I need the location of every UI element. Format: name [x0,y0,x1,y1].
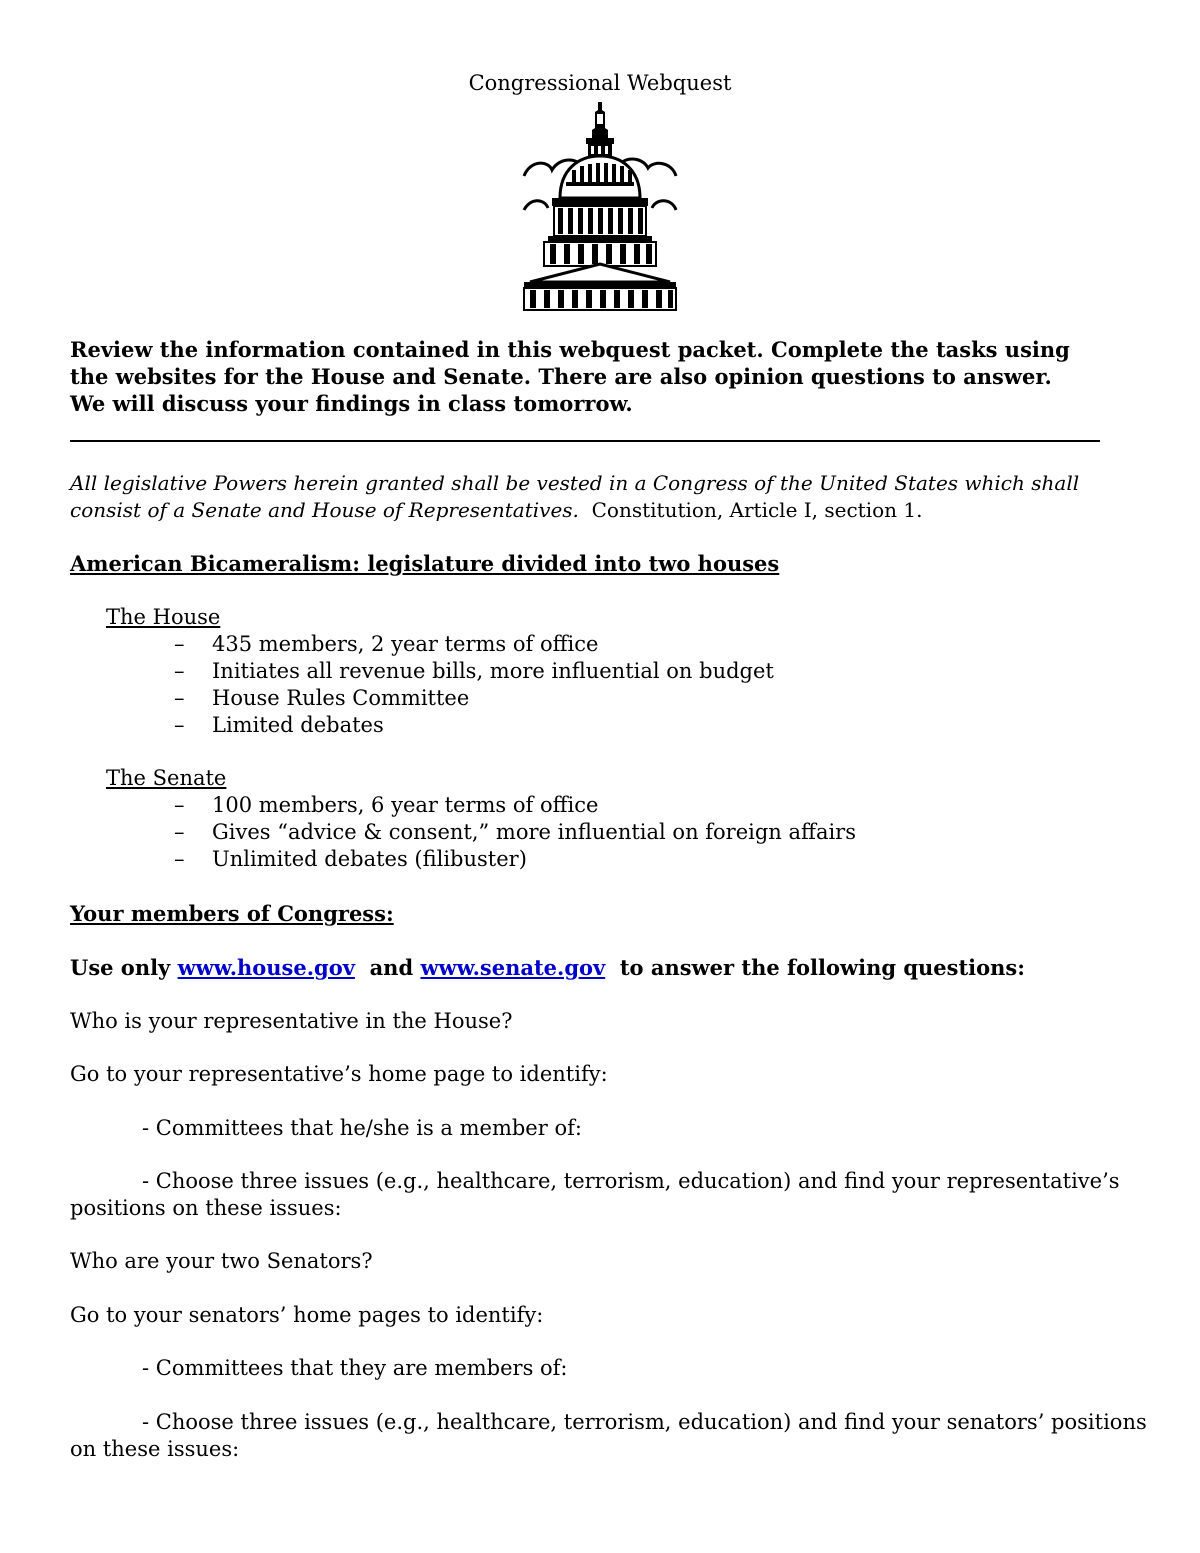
question-rep-committees: - Committees that he/she is a member of: [142,1116,582,1140]
question-senators-issues-line-2: on these issues: [70,1437,240,1461]
senate-gov-link[interactable]: www.senate.gov [420,955,606,980]
question-rep-issues-line-1: - Choose three issues (e.g., healthcare, terrorism, education) and find your representative’s [142,1169,1120,1193]
capitol-dome-illustration [520,98,680,312]
intro-line-3: We will discuss your findings in class tomorrow. [70,391,633,416]
quote-italic-text: consist of a Senate and House of Representatives. [70,498,579,522]
quote-citation: Constitution, Article I, section 1. [591,498,923,522]
question-rep-homepage: Go to your representative’s home page to identify: [70,1062,608,1086]
question-rep-issues-line-2: positions on these issues: [70,1196,342,1220]
question-senators-committees: - Committees that they are members of: [142,1356,568,1380]
senate-label: The Senate [106,766,227,790]
document-page: Congressional Webquest Review the information contained in this webquest packet. Complete the tasks using the websites for the House and Senate. There are also opinion questions to answer. We will discuss your findings in class tomorrow. All legislative Powers herein granted shall be vested in a Congress of the United States which shall consist of a Senate and House of Representatives. Constitution, Article I, section 1. American Bicameralism: legislature divided into two houses The House – 435 members, 2 year terms of office – Initiates all revenue bills, more influential on budget – House Rules Committee – Limited debates The Senate – 100 members, 6 year terms of office – Gives “advice & consent,” more influential on foreign affairs – Unlimited debates (filibuster) Your members of Congress: Use only www.house.gov and www.senate.gov to answer the following questions: Who is your representative in the House? Go to your representative’s home page to identify: - Committees that he/she is a member of: - Choose three issues (e.g., healthcare, terrorism, education) and find your representative’s positions on these issues: Who are your two Senators? Go to your senators’ home pages to identify: - Committees that they are members of: - Choose three issues (e.g., healthcare, terrorism, education) and find your senators’ positions on these issues: [0,0,1200,1553]
website-instruction: Use only www.house.gov and www.senate.gov to answer the following questions: [70,955,1025,980]
house-label: The House [106,605,221,629]
question-senators-homepages: Go to your senators’ home pages to identify: [70,1303,544,1327]
members-heading: Your members of Congress: [70,901,394,926]
intro-line-2: the websites for the House and Senate. There are also opinion questions to answer. [70,364,1052,389]
horizontal-divider [70,440,1100,442]
house-gov-link[interactable]: www.house.gov [177,955,355,980]
question-senators-issues-line-1: - Choose three issues (e.g., healthcare, terrorism, education) and find your senators’ positions [142,1410,1147,1434]
intro-line-1: Review the information contained in this webquest packet. Complete the tasks using [70,337,1070,362]
question-senators: Who are your two Senators? [70,1249,373,1273]
question-representative: Who is your representative in the House? [70,1009,513,1033]
page-title: Congressional Webquest [468,71,732,95]
quote-line-1: All legislative Powers herein granted shall be vested in a Congress of the United States which shall [70,471,1080,495]
quote-line-2 [70,497,922,524]
bicameralism-heading: American Bicameralism: legislature divided into two houses [70,551,780,576]
